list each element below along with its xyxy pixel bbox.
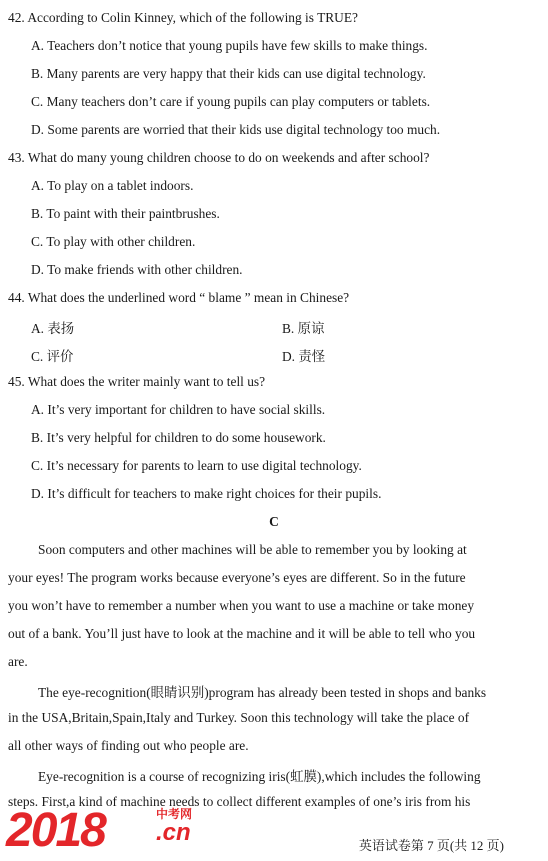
question-43-option-b: B. To paint with their paintbrushes. — [31, 206, 220, 221]
question-42-option-a: A. Teachers don’t notice that young pupils have few skills to make things. — [31, 38, 428, 53]
site-logo — [6, 803, 206, 857]
question-42-option-b: B. Many parents are very happy that their kids can use digital technology. — [31, 66, 426, 81]
page-footer: 英语试卷第 7 页(共 12 页) — [358, 838, 504, 853]
question-43-option-a: A. To play on a tablet indoors. — [31, 178, 194, 193]
question-44-option-c: C. 评价 — [31, 349, 74, 364]
passage-line: are. — [8, 654, 28, 669]
passage-line: Eye-recognition is a course of recognizing iris(虹膜),which includes the following — [38, 769, 481, 784]
question-44-option-b: B. 原谅 — [282, 321, 325, 336]
question-42-option-d: D. Some parents are worried that their kids use digital technology too much. — [31, 122, 441, 137]
passage-line: you won’t have to remember a number when you want to use a machine or take money — [8, 598, 475, 613]
question-44-stem: 44. What does the underlined word “ blame ” mean in Chinese? — [8, 290, 350, 305]
passage-line: all other ways of finding out who people are. — [8, 738, 249, 753]
logo-number: 2018 — [6, 804, 105, 857]
passage-line: The eye-recognition(眼睛识别)program has already been tested in shops and banks — [38, 685, 487, 700]
passage-line: in the USA,Britain,Spain,Italy and Turkey. Soon this technology will take the place of — [8, 710, 470, 725]
question-44-option-d: D. 责怪 — [282, 349, 326, 364]
question-43-stem: 43. What do many young children choose to do on weekends and after school? — [8, 150, 430, 165]
logo-brand: 中考网 — [156, 807, 193, 821]
question-45-option-d: D. It’s difficult for teachers to make right choices for their pupils. — [31, 486, 382, 501]
section-title: C — [269, 514, 279, 529]
question-45-option-a: A. It’s very important for children to have social skills. — [31, 402, 326, 417]
question-45-stem: 45. What does the writer mainly want to tell us? — [8, 374, 266, 389]
question-45-option-c: C. It’s necessary for parents to learn to use digital technology. — [31, 458, 362, 473]
question-43-option-c: C. To play with other children. — [31, 234, 196, 249]
passage-line: your eyes! The program works because everyone’s eyes are different. So in the future — [8, 570, 466, 585]
question-43-option-d: D. To make friends with other children. — [31, 262, 243, 277]
question-42-stem: 42. According to Colin Kinney, which of the following is TRUE? — [8, 10, 358, 25]
passage-line: Soon computers and other machines will be able to remember you by looking at — [38, 542, 467, 557]
passage-line: steps. First,a kind of machine needs to collect different examples of one’s iris from his — [8, 794, 471, 809]
logo-domain: .cn — [156, 819, 191, 846]
passage-line: out of a bank. You’ll just have to look at the machine and it will be able to tell who you — [8, 626, 476, 641]
question-45-option-b: B. It’s very helpful for children to do some housework. — [31, 430, 326, 445]
question-42-option-c: C. Many teachers don’t care if young pupils can play computers or tablets. — [31, 94, 431, 109]
question-44-option-a: A. 表扬 — [31, 321, 75, 336]
